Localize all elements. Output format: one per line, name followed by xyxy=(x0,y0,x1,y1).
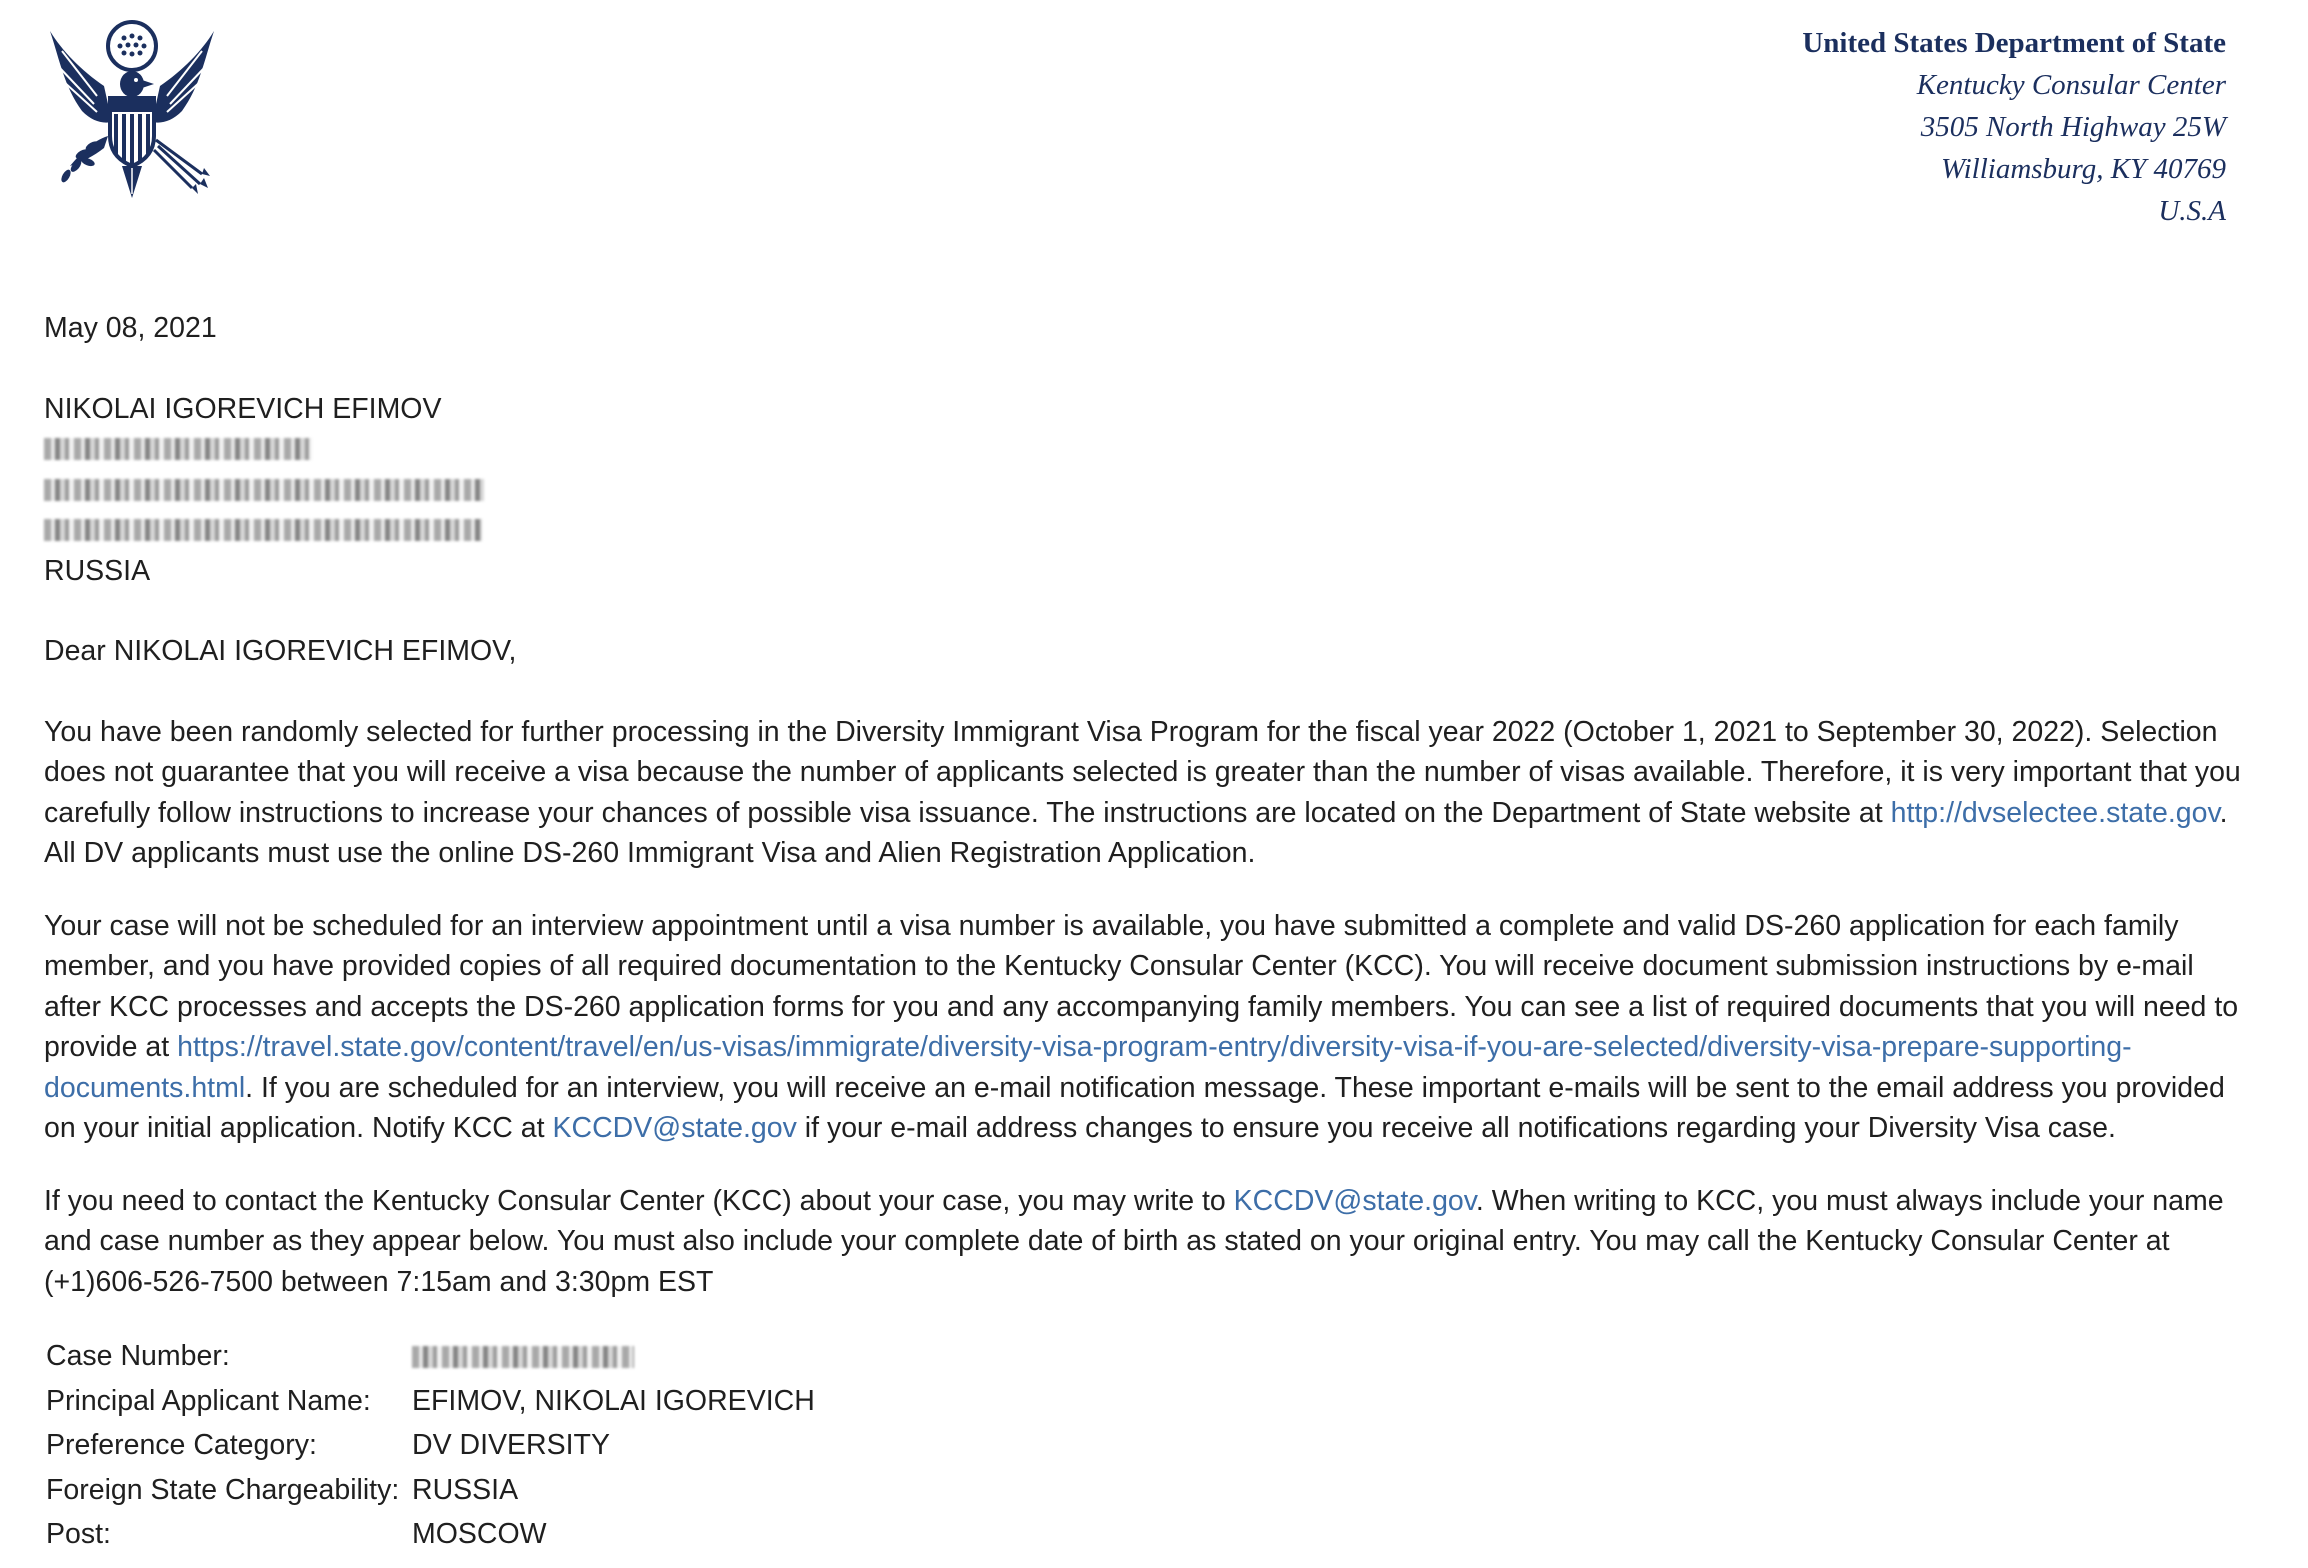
city-address: Williamsburg, KY 40769 xyxy=(1941,153,2226,185)
letterhead xyxy=(1802,22,2226,232)
dvselectee-link[interactable]: http://dvselectee.state.gov xyxy=(1890,796,2220,829)
paragraph-contact xyxy=(44,1181,2244,1303)
redacted-address-line-1 xyxy=(44,429,2244,470)
paragraph-text: Your case will not be scheduled for an interview appointment until a visa number is available, you have submitted a complete and valid DS-260 application for each family member, and you have provided copies of all required documentation to the Kentucky Consular Center (KCC). You will receive document submission instructions by e-mail after KCC processes and accepts the DS-260 application forms for you and any accompanying family members. You can see a list of required documents that you will need to provide at xyxy=(44,909,2239,1063)
department-name: United States Department of State xyxy=(1802,27,2226,59)
paragraph-text: If you need to contact the Kentucky Consular Center (KCC) about your case, you may write to xyxy=(44,1184,1234,1217)
case-number-label: Case Number: xyxy=(46,1340,230,1372)
preference-label: Preference Category: xyxy=(46,1429,317,1461)
paragraph-text: . If you are scheduled for an interview, you will receive an e-mail notification message. These important e-mails will be sent to the email address you provided on your initial application. Notify KCC at xyxy=(44,1071,2225,1144)
paragraph-text: . All DV applicants must use the online DS-260 Immigrant Visa and Alien Registration Application. xyxy=(44,796,2228,869)
paragraph-text: You have been randomly selected for further processing in the Diversity Immigrant Visa Program for the fiscal year 2022 (October 1, 2021 to September 30, 2022). Selection does not guarantee that you will receive a visa because the number of applicants selected is greater than the number of visas available. Therefore, it is very important that you carefully follow instructions to increase your chances of possible visa issuance. The instructions are located on the Department of State website at xyxy=(44,715,2241,829)
chargeability-label: Foreign State Chargeability: xyxy=(46,1473,400,1506)
paragraph-interview xyxy=(44,906,2244,1149)
paragraph-text: if your e-mail address changes to ensure you receive all notifications regarding your Diversity Visa case. xyxy=(796,1112,2116,1144)
kcc-email-link[interactable]: KCCDV@state.gov xyxy=(552,1112,797,1144)
kcc-email-link[interactable]: KCCDV@state.gov xyxy=(1233,1184,1476,1217)
case-number-value-redacted xyxy=(412,1334,815,1379)
recipient-country: RUSSIA xyxy=(44,554,151,587)
street-address: 3505 North Highway 25W xyxy=(1920,111,2226,143)
applicant-value: EFIMOV, NIKOLAI IGOREVICH xyxy=(412,1384,815,1417)
preference-value: DV DIVERSITY xyxy=(412,1429,610,1461)
recipient-name: NIKOLAI IGOREVICH EFIMOV xyxy=(44,392,442,425)
country-address: U.S.A xyxy=(2158,195,2226,227)
table-row xyxy=(46,1468,815,1513)
letter-body xyxy=(44,308,2244,1557)
table-row xyxy=(46,1512,815,1557)
consular-center: Kentucky Consular Center xyxy=(1916,69,2226,101)
letter-date: May 08, 2021 xyxy=(44,312,217,344)
post-label: Post: xyxy=(46,1518,111,1550)
great-seal-icon xyxy=(42,16,222,206)
table-row xyxy=(46,1334,815,1379)
case-info-table xyxy=(46,1334,815,1557)
salutation: Dear NIKOLAI IGOREVICH EFIMOV, xyxy=(44,635,517,667)
table-row xyxy=(46,1423,815,1468)
paragraph-text: . When writing to KCC, you must always include your name and case number as they appear below. You must also include your complete date of birth as stated on your original entry. You may call the Kentucky Consular Center at (+1)606-526-7500 between 7:15am and 3:30pm EST xyxy=(44,1184,2224,1298)
documents-link[interactable]: https://travel.state.gov/content/travel/en/us-visas/immigrate/diversity-visa-program-entry/diversity-visa-if-you-are-selected/diversity-visa-prepare-supporting-documents.html xyxy=(44,1031,2132,1104)
chargeability-value: RUSSIA xyxy=(412,1473,519,1506)
paragraph-selection xyxy=(44,712,2244,874)
post-value: MOSCOW xyxy=(412,1518,547,1550)
redacted-address-line-2 xyxy=(44,470,2244,511)
table-row xyxy=(46,1379,815,1424)
redacted-address-line-3 xyxy=(44,510,2244,551)
applicant-label: Principal Applicant Name: xyxy=(46,1384,371,1417)
